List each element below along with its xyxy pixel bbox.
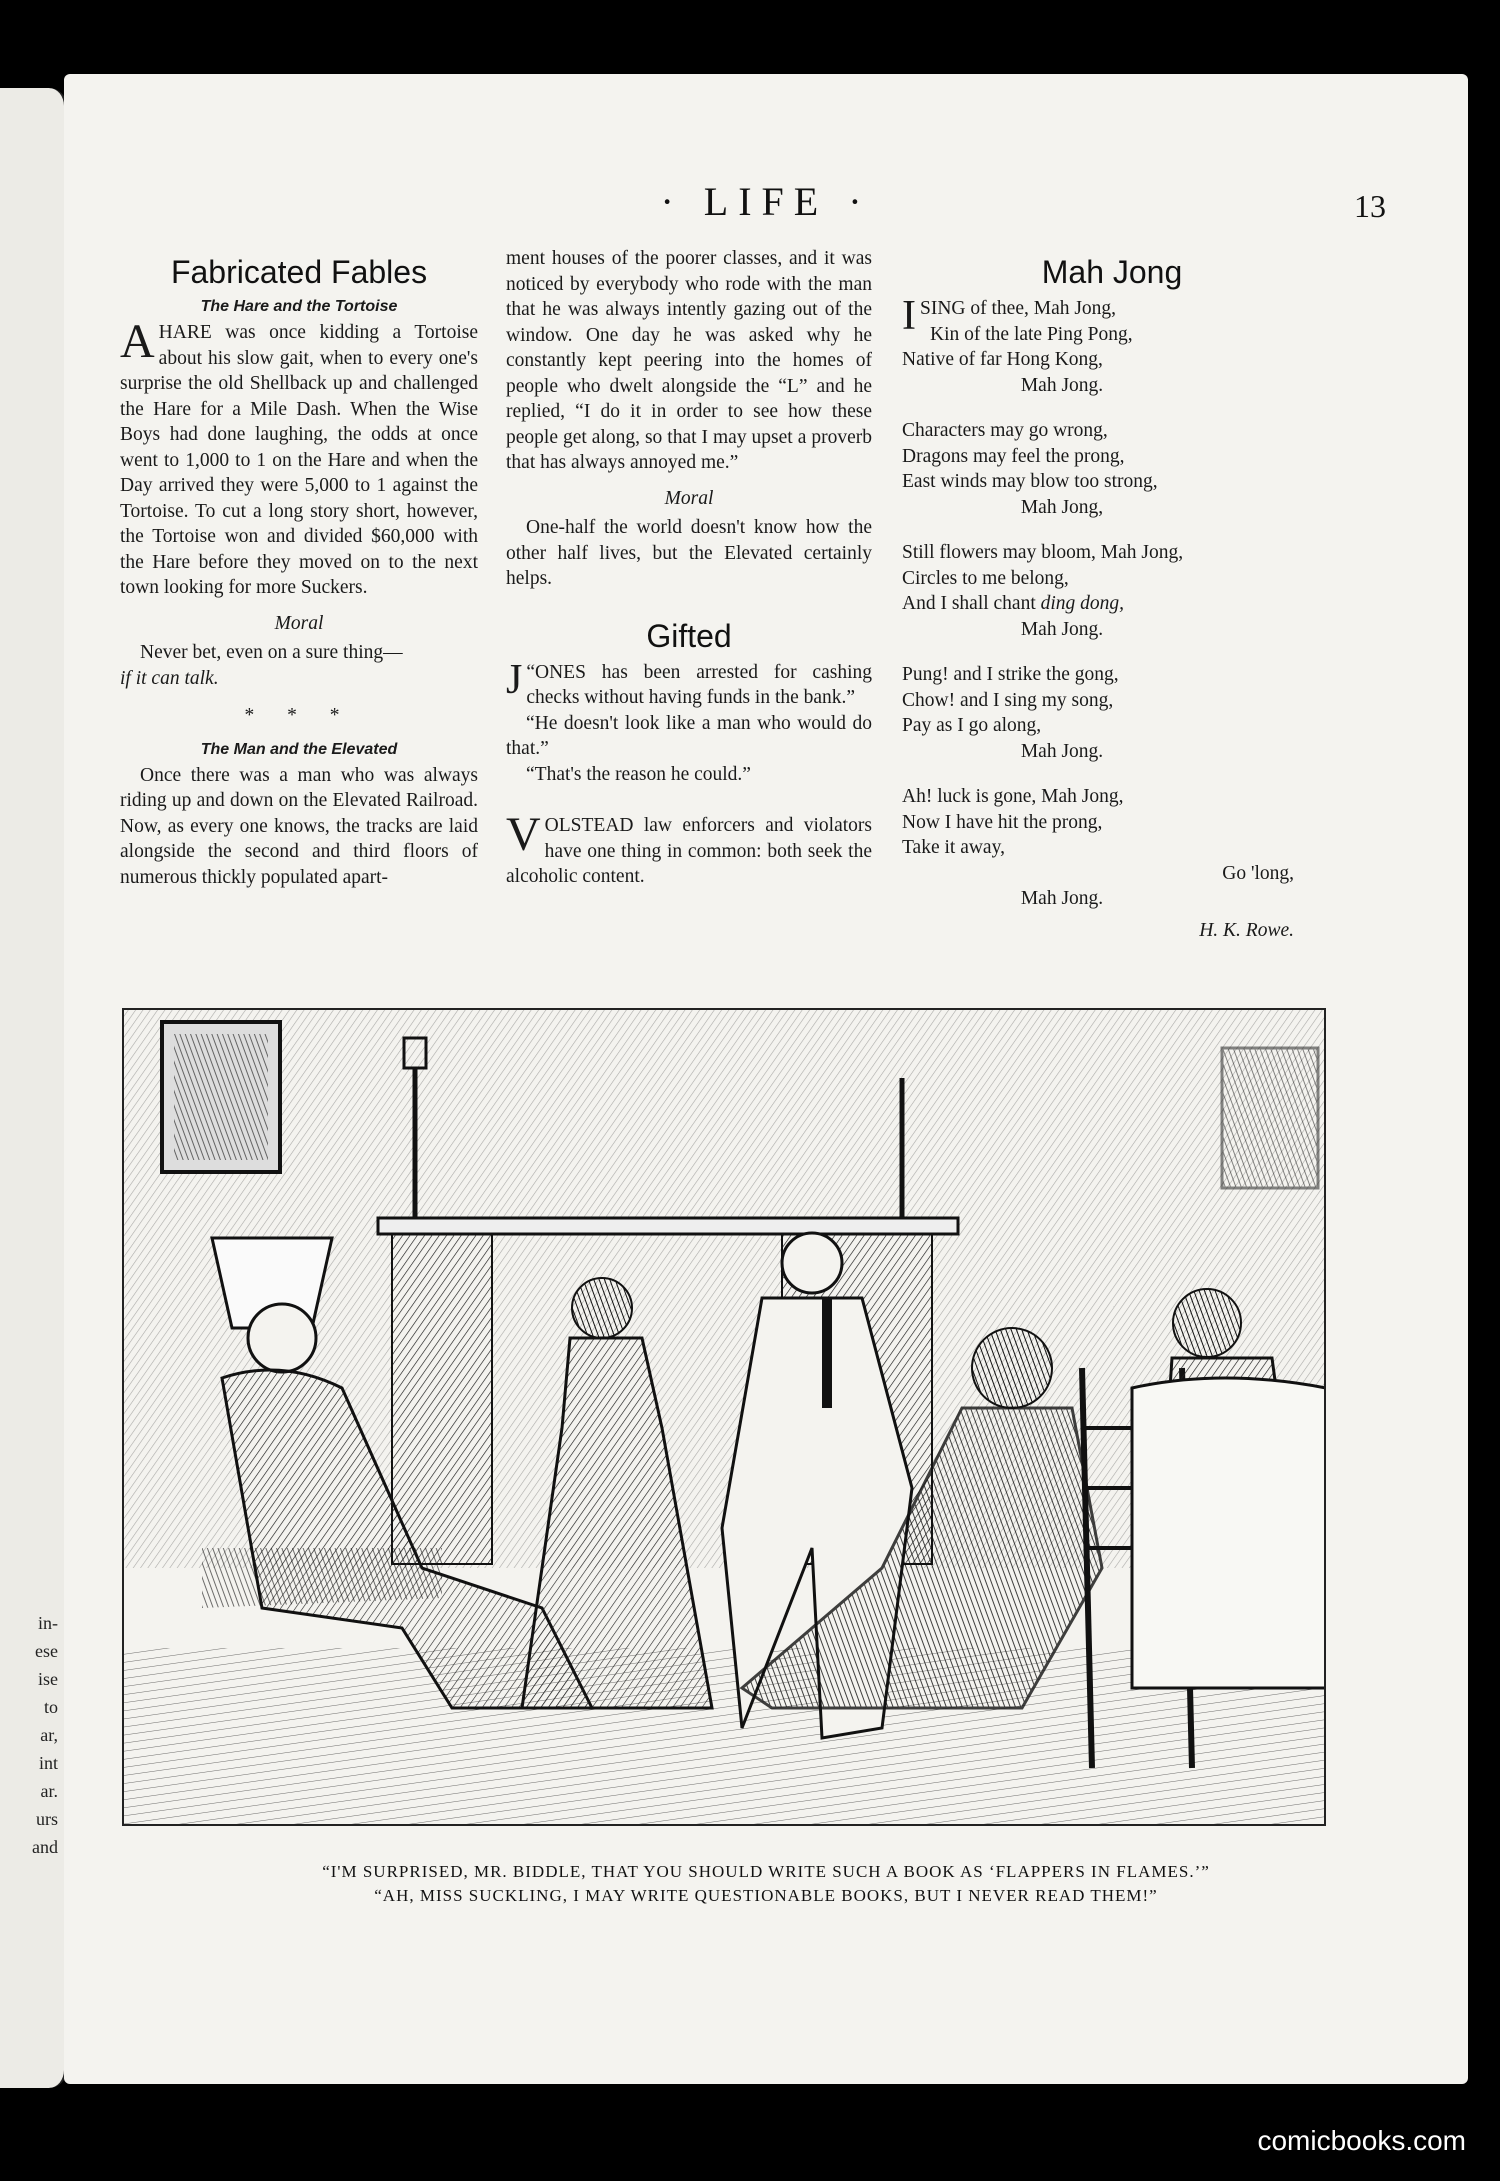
- mahjong-title: Mah Jong: [1041, 254, 1183, 290]
- hare-fable-body: AHARE was once kidding a Tortoise about his slow gait, when to every one's surprise the old Shellback up and challenged the Hare for a Mile Dash. When the Wise Boys had done laughing, the odds at once went to 1,000 to 1 on the Hare and when the Day arrived they were 5,000 to 1 against the Tortoise. To cut a long story short, however, the Tortoise won and divided $60,000 with the Hare before they moved on to the next town looking for more Suckers.: [120, 315, 478, 598]
- fragment-text: and: [32, 1837, 58, 1857]
- gifted-p3: “That's the reason he could.”: [526, 763, 751, 785]
- verse-line: Native of far Hong Kong,: [902, 349, 1103, 370]
- verse-line: Kin of the late Ping Pong,: [930, 323, 1133, 345]
- elevated-moral: One-half the world doesn't know how the other half lives, but the Elevated certainly helps.: [506, 517, 872, 589]
- drop-cap: A: [120, 315, 155, 368]
- verse-refrain: Mah Jong.: [1020, 740, 1104, 762]
- verse-line: ISING of thee, Mah Jong,: [902, 293, 1117, 339]
- fragment-text: ar.: [40, 1781, 58, 1801]
- poem-byline: H. K. Rowe.: [1199, 919, 1294, 941]
- verse-refrain: Mah Jong.: [1020, 618, 1104, 640]
- verse-line: Still flowers may bloom, Mah Jong,: [902, 542, 1184, 563]
- page-number: 13: [1354, 188, 1386, 224]
- fragment-text: to: [43, 1697, 58, 1717]
- moral-heading: Moral: [274, 612, 324, 634]
- verse-line: Characters may go wrong,: [902, 420, 1108, 441]
- column-2: [506, 246, 872, 890]
- fragment-text: ese: [35, 1641, 58, 1661]
- drop-cap: I: [902, 293, 916, 339]
- verse-refrain: Mah Jong.: [1020, 374, 1104, 396]
- gifted-p1: “ J ONES has been arrested for cashing checks without having funds in the bank.”: [506, 656, 872, 708]
- cartoon-illustration: [122, 1008, 1326, 1826]
- fragment-text: in-: [38, 1613, 58, 1633]
- verse-line: Chow! and I sing my song,: [902, 689, 1114, 711]
- fables-title: Fabricated Fables: [170, 254, 428, 290]
- column-3: [902, 246, 1322, 943]
- hare-fable-title: The Hare and the Tortoise: [200, 298, 398, 315]
- verse-line: Now I have hit the prong,: [902, 811, 1103, 833]
- gifted-title: Gifted: [646, 617, 732, 654]
- verse-line: Pay as I go along,: [902, 715, 1042, 736]
- hare-moral: Never bet, even on a sure thing— if it can talk.: [120, 642, 403, 689]
- elevated-fable-title: The Man and the Elevated: [200, 740, 398, 758]
- volstead-paragraph: VOLSTEAD law enforcers and violators have one thing in common: both seek the alcoholic content.: [506, 808, 872, 887]
- fragment-text: int: [38, 1753, 58, 1773]
- fragment-text: urs: [36, 1809, 58, 1829]
- masthead: · LIFE ·: [660, 179, 872, 224]
- verse-refrain: Mah Jong,: [1020, 496, 1104, 518]
- section-separator: * * *: [244, 705, 354, 726]
- verse-line: Pung! and I strike the gong,: [902, 664, 1119, 685]
- adjacent-page-edge: [0, 88, 67, 2088]
- cartoon-caption-line-2: “AH, MISS SUCKLING, I MAY WRITE QUESTIONABLE BOOKS, BUT I NEVER READ THEM!”: [374, 1886, 1158, 1905]
- fragment-text: ar,: [40, 1725, 58, 1745]
- verse-line: Ah! luck is gone, Mah Jong,: [902, 786, 1124, 807]
- drop-cap: J: [506, 656, 523, 703]
- verse-refrain: Mah Jong.: [1020, 888, 1104, 909]
- verse-line: Circles to me belong,: [902, 567, 1069, 589]
- moral-heading: Moral: [664, 487, 714, 509]
- verse-line: Go 'long,: [1222, 862, 1294, 884]
- gifted-p2: “He doesn't look like a man who would do that.”: [506, 712, 872, 759]
- drop-cap: V: [506, 808, 541, 861]
- elevated-fable-continued: ment houses of the poorer classes, and it was noticed by everybody who rode with the man that he was always intently gazing out of the window. One day he was asked why he constantly kept peering into the homes of people who dwelt alongside the “L” and he replied, “I do it in order to see how these people get along, so that I may upset a proverb that has always annoyed me.”: [506, 248, 872, 473]
- cartoon-caption-line-1: “I'M SURPRISED, MR. BIDDLE, THAT YOU SHOULD WRITE SUCH A BOOK AS ‘FLAPPERS IN FLAMES.’”: [322, 1862, 1210, 1881]
- verse-line: Dragons may feel the prong,: [902, 445, 1125, 467]
- fragment-text: ise: [38, 1669, 58, 1689]
- elevated-fable-body: Once there was a man who was always riding up and down on the Elevated Railroad. Now, as every one knows, the tracks are laid alongside the second and third floors of numerous thickly populated apart-: [120, 764, 478, 888]
- column-1: [120, 246, 478, 890]
- verse-line: Take it away,: [902, 837, 1005, 858]
- magazine-page: [64, 74, 1468, 2084]
- verse-line: East winds may blow too strong,: [902, 471, 1158, 492]
- verse-line: And I shall chant ding dong,: [902, 593, 1125, 614]
- watermark: comicbooks.com: [1257, 2125, 1466, 2156]
